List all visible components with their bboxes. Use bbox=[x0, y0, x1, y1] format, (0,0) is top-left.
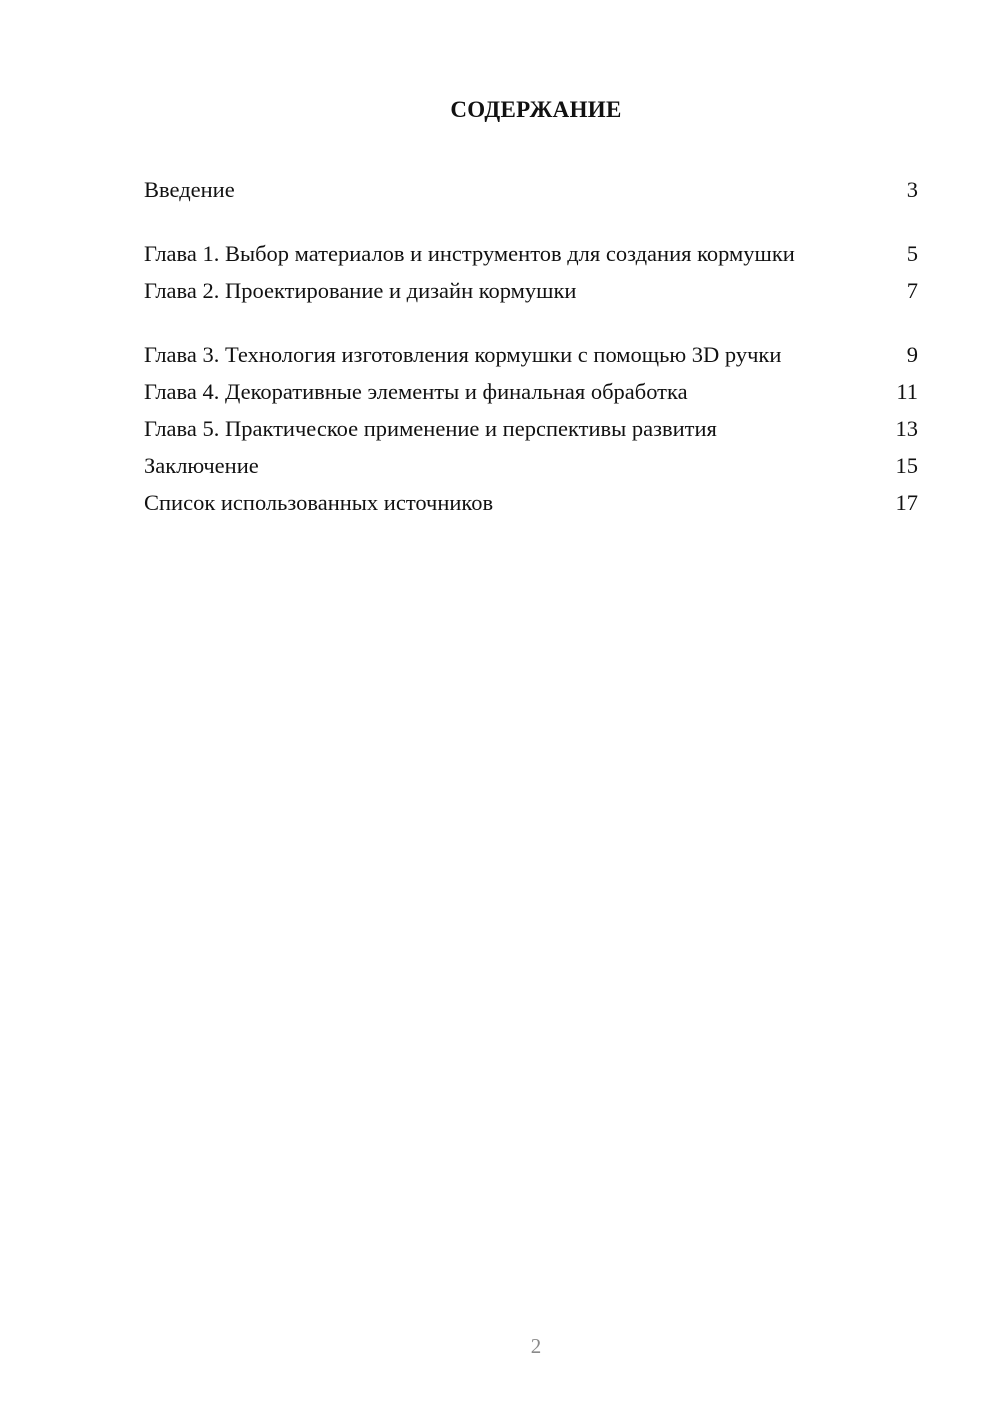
toc-entry-label: Заключение bbox=[144, 453, 259, 478]
toc-entry-label: Глава 4. Декоративные элементы и финальная обработка bbox=[144, 379, 688, 404]
toc-entry-chapter-1 bbox=[144, 208, 918, 272]
toc-entry-page-number: 11 bbox=[896, 379, 918, 404]
toc-entry-chapter-4 bbox=[144, 373, 918, 410]
toc-entry-label: Глава 1. Выбор материалов и инструментов для создания кормушки bbox=[144, 241, 795, 266]
toc-entry-chapter-5 bbox=[144, 410, 918, 447]
toc-entry-page-number: 7 bbox=[906, 278, 918, 303]
page-title: СОДЕРЖАНИЕ bbox=[450, 97, 622, 122]
footer-page-number: 2 bbox=[530, 1334, 542, 1358]
table-of-contents bbox=[144, 171, 918, 521]
toc-entry-references bbox=[144, 484, 918, 521]
toc-entry-conclusion bbox=[144, 447, 918, 484]
toc-entry-chapter-3 bbox=[144, 309, 918, 373]
toc-entry-page-number: 3 bbox=[906, 177, 918, 202]
toc-entry-label: Введение bbox=[144, 177, 235, 202]
toc-entry-label: Глава 5. Практическое применение и перспективы развития bbox=[144, 416, 717, 441]
toc-entry-page-number: 17 bbox=[895, 490, 918, 515]
toc-entry-label: Список использованных источников bbox=[144, 490, 494, 515]
toc-entry-page-number: 9 bbox=[906, 342, 918, 367]
toc-entry-chapter-2 bbox=[144, 272, 918, 309]
toc-entry-page-number: 15 bbox=[895, 453, 918, 478]
toc-entry-label: Глава 2. Проектирование и дизайн кормушки bbox=[144, 278, 577, 303]
toc-entry-introduction bbox=[144, 171, 918, 208]
toc-entry-page-number: 5 bbox=[906, 241, 918, 266]
toc-entry-label: Глава 3. Технология изготовления кормушки с помощью 3D ручки bbox=[144, 342, 782, 367]
toc-entry-page-number: 13 bbox=[895, 416, 918, 441]
